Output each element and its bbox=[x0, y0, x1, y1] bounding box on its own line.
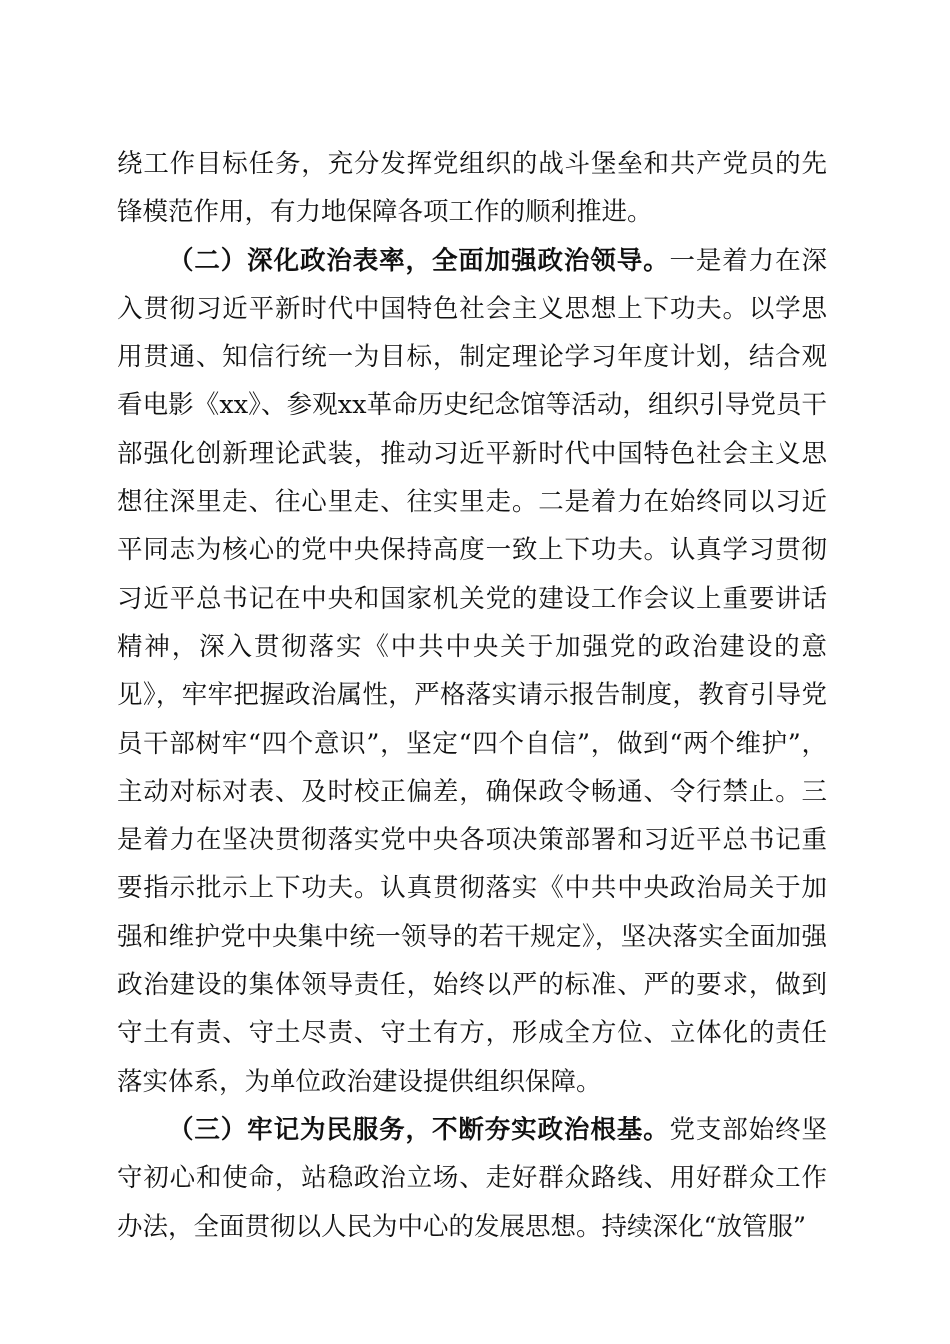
paragraph-text: 党支部始终坚守初心和使命，站稳政治立场、走好群众路线、用好群众工作办法，全面贯彻以人民为中心的发展思想。持续深化“放管服” bbox=[117, 1114, 827, 1242]
paragraph-section-2 bbox=[117, 237, 827, 1106]
paragraph-text: 绕工作目标任务，充分发挥党组织的战斗堡垒和共产党员的先锋模范作用，有力地保障各项工作的顺利推进。 bbox=[117, 149, 827, 228]
paragraph-text: 一是着力在深入贯彻习近平新时代中国特色社会主义思想上下功夫。以学思用贯通、知信行统一为目标，制定理论学习年度计划，结合观看电影《xx》、参观xx革命历史纪念馆等活动，组织引导党员干部强化创新理论武装，推动习近平新时代中国特色社会主义思想往深里走、往心里走、往实里走。二是着力在始终同以习近平同志为核心的党中央保持高度一致上下功夫。认真学习贯彻习近平总书记在中央和国家机关党的建设工作会议上重要讲话精神，深入贯彻落实《中共中央关于加强党的政治建设的意见》，牢牢把握政治属性，严格落实请示报告制度，教育引导党员干部树牢“四个意识”，坚定“四个自信”，做到“两个维护”，主动对标对表、及时校正偏差，确保政令畅通、令行禁止。三是着力在坚决贯彻落实党中央各项决策部署和习近平总书记重要指示批示上下功夫。认真贯彻落实《中共中央政治局关于加强和维护党中央集中统一领导的若干规定》，坚决落实全面加强政治建设的集体领导责任，始终以严的标准、严的要求，做到守土有责、守土尽责、守土有方，形成全方位、立体化的责任落实体系，为单位政治建设提供组织保障。 bbox=[117, 245, 827, 1097]
section-heading: （三）牢记为民服务，不断夯实政治根基。 bbox=[168, 1114, 670, 1145]
paragraph-continuation bbox=[117, 140, 827, 237]
paragraph-section-3 bbox=[117, 1106, 827, 1251]
section-heading: （二）深化政治表率，全面加强政治领导。 bbox=[168, 245, 670, 276]
document-body bbox=[117, 140, 827, 1251]
